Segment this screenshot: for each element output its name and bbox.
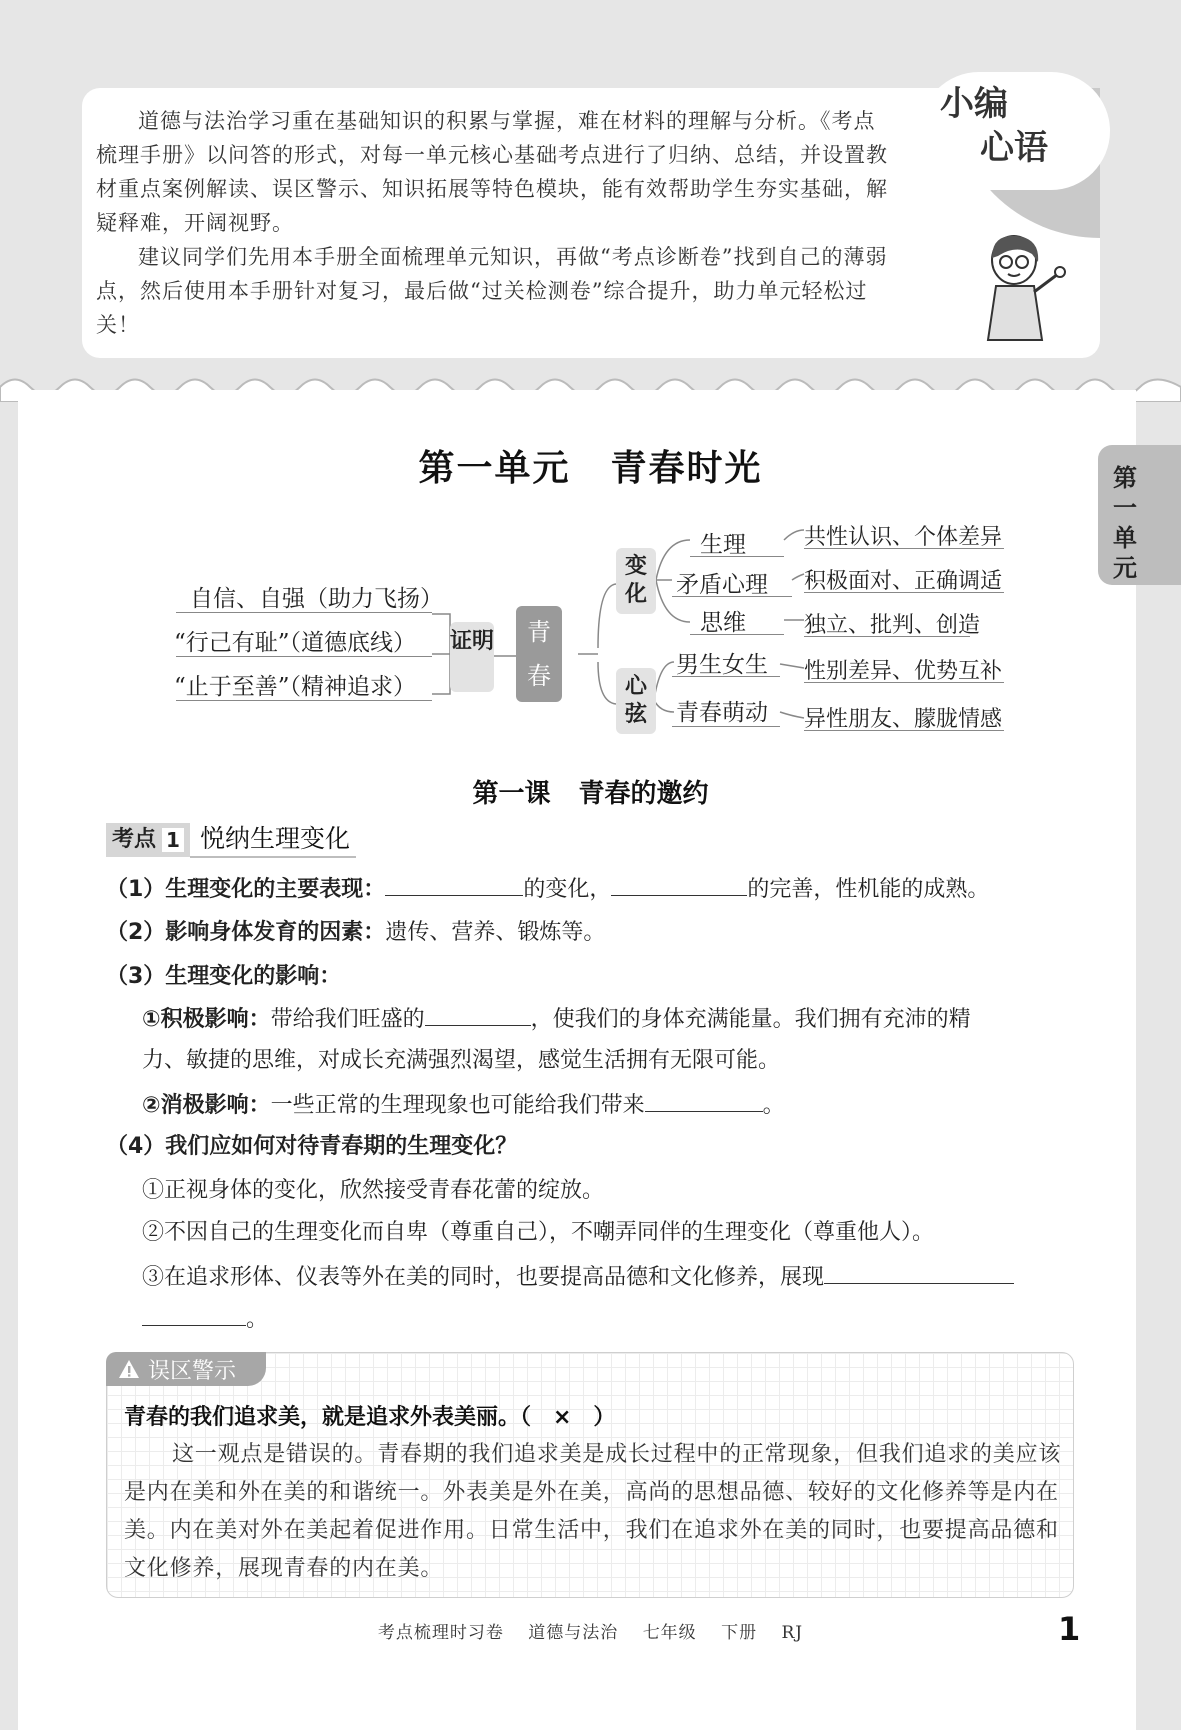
unit-title bbox=[0, 440, 1181, 491]
question-3b-pre: 一些正常的生理现象也可能给我们带来 bbox=[270, 1093, 645, 1118]
fill-blank[interactable] bbox=[142, 1304, 246, 1326]
page-footer bbox=[0, 1618, 1181, 1643]
mindmap-underline bbox=[804, 730, 1004, 731]
mindmap-underline bbox=[804, 682, 1004, 683]
question-3a-label: ①积极影响： bbox=[142, 1007, 271, 1032]
question-3b-post: 。 bbox=[762, 1093, 785, 1118]
unit-title-number: 第一单元 bbox=[418, 448, 571, 489]
fill-blank[interactable] bbox=[425, 1004, 531, 1026]
mindmap-child-node: 生理 bbox=[700, 532, 746, 558]
question-3a-pre: 带给我们旺盛的 bbox=[270, 1007, 425, 1032]
unit-title-name: 青春时光 bbox=[610, 448, 763, 489]
intro-title bbox=[940, 82, 1070, 170]
question-4c bbox=[142, 1262, 1014, 1293]
question-4 bbox=[106, 1132, 517, 1162]
question-2-label: （2）影响身体发育的因素： bbox=[106, 920, 386, 945]
footer-grade: 七年级 bbox=[642, 1623, 697, 1643]
footer-edition: RJ bbox=[781, 1623, 804, 1643]
question-3b-label: ②消极影响： bbox=[142, 1093, 271, 1118]
question-4c-line2 bbox=[142, 1304, 268, 1335]
mindmap-left-item: “止于至善”（精神追求） bbox=[174, 674, 417, 700]
question-2-text: 遗传、营养、锻炼等。 bbox=[385, 920, 606, 945]
kaodian-title: 悦纳生理变化 bbox=[190, 822, 356, 858]
mindmap-child-node: 思维 bbox=[700, 610, 746, 636]
mindmap-underline bbox=[672, 596, 792, 597]
mindmap-detail: 性别差异、优势互补 bbox=[804, 659, 1003, 684]
mindmap-detail: 共性认识、个体差异 bbox=[804, 525, 1003, 550]
kaodian-label: 考点 bbox=[112, 827, 157, 852]
mindmap-underline bbox=[672, 676, 780, 677]
fill-blank[interactable] bbox=[645, 1090, 763, 1112]
intro-title-line2: 心语 bbox=[980, 128, 1048, 168]
kaodian-label-box bbox=[106, 823, 190, 857]
mindmap-underline bbox=[804, 592, 1004, 593]
footer-series: 考点梳理时习卷 bbox=[377, 1623, 504, 1643]
mindmap-underline bbox=[176, 700, 432, 701]
question-1 bbox=[106, 874, 989, 905]
lesson-title bbox=[0, 773, 1181, 810]
mindmap-underline bbox=[690, 634, 784, 635]
question-3a bbox=[142, 1004, 971, 1035]
mindmap-branch-heartstrings: 心弦 bbox=[616, 668, 656, 734]
lesson-name: 青春的邀约 bbox=[578, 779, 709, 809]
intro-text bbox=[96, 104, 896, 342]
warning-question: 青春的我们追求美，就是追求外表美丽。（ × ） bbox=[124, 1405, 616, 1430]
lesson-number: 第一课 bbox=[472, 779, 551, 809]
page-number: 1 bbox=[1058, 1610, 1081, 1648]
question-3a-line2: 力、敏捷的思维，对成长充满强烈渴望，感觉生活拥有无限可能。 bbox=[142, 1048, 781, 1073]
intro-paragraph-1: 道德与法治学习重在基础知识的积累与掌握，难在材料的理解与分析。《考点梳理手册》以问答的形式，对每一单元核心基础考点进行了归纳、总结，并设置教材重点案例解读、误区警示、知识拓展等特色模块，能有效帮助学生夯实基础，解疑释难，开阔视野。 bbox=[96, 109, 888, 235]
warning-triangle-icon bbox=[118, 1359, 140, 1379]
question-2 bbox=[106, 918, 605, 948]
question-4c-end: 。 bbox=[246, 1307, 269, 1332]
mindmap-left-item: “行己有耻”（道德底线） bbox=[174, 630, 417, 656]
warning-tag-label: 误区警示 bbox=[148, 1358, 237, 1384]
mindmap-branch-change: 变化 bbox=[616, 548, 656, 614]
question-4-label: （4）我们应如何对待青春期的生理变化？ bbox=[106, 1134, 518, 1159]
mindmap-detail: 积极面对、正确调适 bbox=[804, 569, 1003, 594]
footer-volume: 下册 bbox=[721, 1623, 758, 1643]
mindmap-child-node: 矛盾心理 bbox=[676, 572, 768, 598]
fill-blank[interactable] bbox=[824, 1262, 1014, 1284]
mindmap-underline bbox=[176, 656, 432, 657]
question-4c-pre: ③在追求形体、仪表等外在美的同时，也要提高品德和文化修养，展现 bbox=[142, 1265, 825, 1290]
mindmap-prove-box: 证明 bbox=[450, 622, 494, 692]
warning-tag bbox=[106, 1352, 266, 1386]
mindmap-underline bbox=[672, 726, 780, 727]
mindmap-underline bbox=[804, 636, 970, 637]
mindmap-child-node: 青春萌动 bbox=[676, 700, 768, 726]
kaodian-heading bbox=[106, 822, 356, 858]
question-3-label: （3）生理变化的影响： bbox=[106, 964, 342, 989]
unit-side-tab-label: 第一单元 bbox=[1113, 464, 1137, 582]
intro-paragraph-2: 建议同学们先用本手册全面梳理单元知识，再做“考点诊断卷”找到自己的薄弱点，然后使用本手册针对复习，最后做“过关检测卷”综合提升，助力单元轻松过关！ bbox=[96, 245, 888, 337]
question-4b: ②不因自己的生理变化而自卑（尊重自己），不嘲弄同伴的生理变化（尊重他人）。 bbox=[142, 1220, 935, 1245]
warning-explanation: 这一观点是错误的。青春期的我们追求美是成长过程中的正常现象，但我们追求的美应该是内在美和外在美的和谐统一。外表美是外在美，高尚的思想品德、较好的文化修养等是内在美。内在美对外在美起着促进作用。日常生活中，我们在追求外在美的同时，也要提高品德和文化修养，展现青春的内在美。 bbox=[124, 1442, 1062, 1581]
intro-title-line1: 小编 bbox=[940, 84, 1008, 124]
mindmap-root-node: 青春 bbox=[516, 606, 562, 702]
footer-subject: 道德与法治 bbox=[528, 1623, 619, 1643]
question-4a: ①正视身体的变化，欣然接受青春花蕾的绽放。 bbox=[142, 1178, 605, 1203]
mindmap-underline bbox=[690, 556, 784, 557]
question-1-label: （1）生理变化的主要表现： bbox=[106, 877, 386, 902]
question-1-end: 的完善，性机能的成熟。 bbox=[747, 877, 990, 902]
question-3b bbox=[142, 1090, 785, 1121]
question-3a-post: ，使我们的身体充满能量。我们拥有充沛的精 bbox=[530, 1007, 971, 1032]
mindmap-underline bbox=[176, 612, 432, 613]
mindmap-detail: 独立、批判、创造 bbox=[804, 613, 981, 638]
question-3 bbox=[106, 962, 341, 992]
mindmap-underline bbox=[804, 548, 1004, 549]
fill-blank[interactable] bbox=[385, 874, 523, 896]
mindmap-left-item: 自信、自强（助力飞扬） bbox=[190, 586, 443, 612]
teacher-mascot-illustration bbox=[962, 230, 1072, 360]
question-1-mid: 的变化， bbox=[523, 877, 612, 902]
kaodian-number: 1 bbox=[162, 828, 184, 852]
mindmap-detail: 异性朋友、朦胧情感 bbox=[804, 707, 1003, 732]
fill-blank[interactable] bbox=[611, 874, 747, 896]
mindmap-child-node: 男生女生 bbox=[676, 652, 768, 678]
